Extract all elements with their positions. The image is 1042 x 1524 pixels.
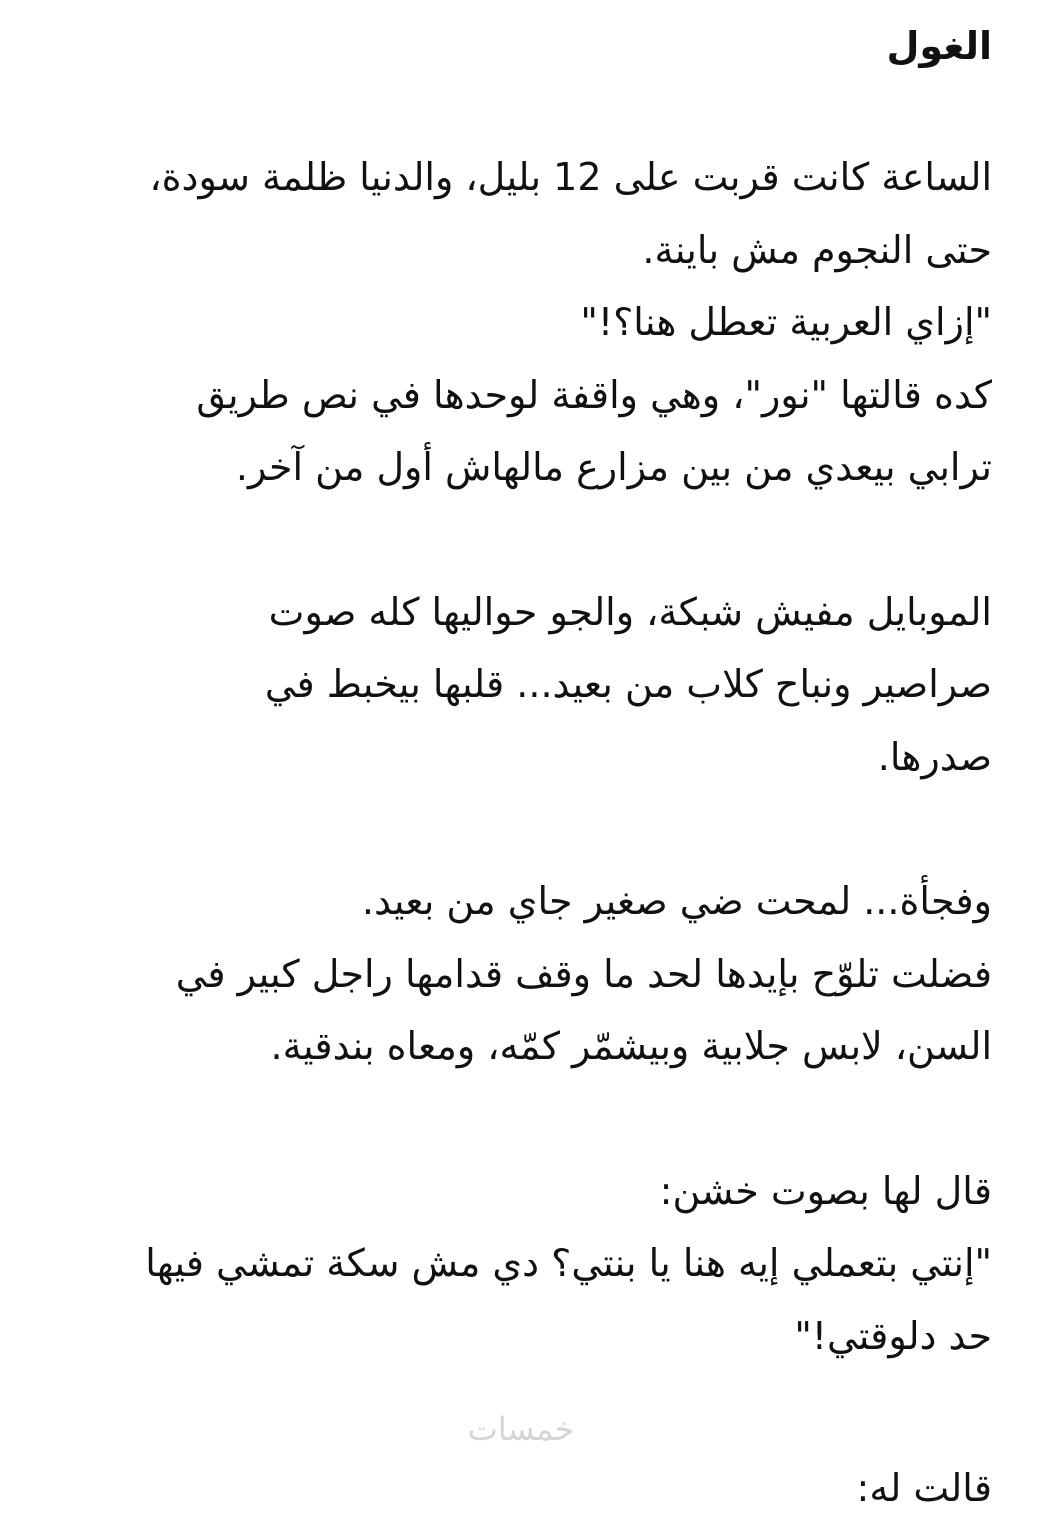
text-line: الموبايل مفيش شبكة، والجو حواليها كله صوت (268, 589, 992, 634)
text-line: حتى النجوم مش باينة. (642, 227, 992, 272)
text-line: الساعة كانت قربت على 12 بليل، والدنيا ظلمة سودة، (149, 155, 992, 200)
text-line: "إنتي بتعملي إيه هنا يا بنتي؟ دي مش سكة تمشي فيها (145, 1241, 992, 1286)
paragraph-2 (42, 576, 992, 794)
watermark-logo: خمسات (467, 1410, 575, 1448)
text-line: قال لها بصوت خشن: (659, 1168, 992, 1213)
paragraph-3 (42, 865, 992, 1083)
text-line: حد دلوقتي!" (794, 1313, 992, 1358)
story-title: الغول (886, 24, 992, 68)
text-line: السن، لابس جلابية وبيشمّر كمّه، ومعاه بندقية. (270, 1024, 992, 1069)
text-line: كده قالتها "نور"، وهي واقفة لوحدها في نص طريق (196, 372, 992, 417)
text-line: فضلت تلوّح بإيدها لحد ما وقف قدامها راجل كبير في (175, 951, 992, 996)
partial-text-line: قالت له: (856, 1466, 992, 1510)
text-line: "إزاي العربية تعطل هنا؟!" (580, 300, 992, 345)
paragraph-4 (42, 1155, 992, 1373)
text-line: ترابي بيعدي من بين مزارع مالهاش أول من آخر. (235, 445, 992, 490)
text-line: صدرها. (877, 734, 992, 779)
text-line: وفجأة... لمحت ضي صغير جاي من بعيد. (361, 879, 992, 924)
paragraph-1 (42, 141, 992, 504)
story-page (42, 0, 992, 1372)
text-line: صراصير ونباح كلاب من بعيد... قلبها بيخبط في (264, 662, 992, 707)
